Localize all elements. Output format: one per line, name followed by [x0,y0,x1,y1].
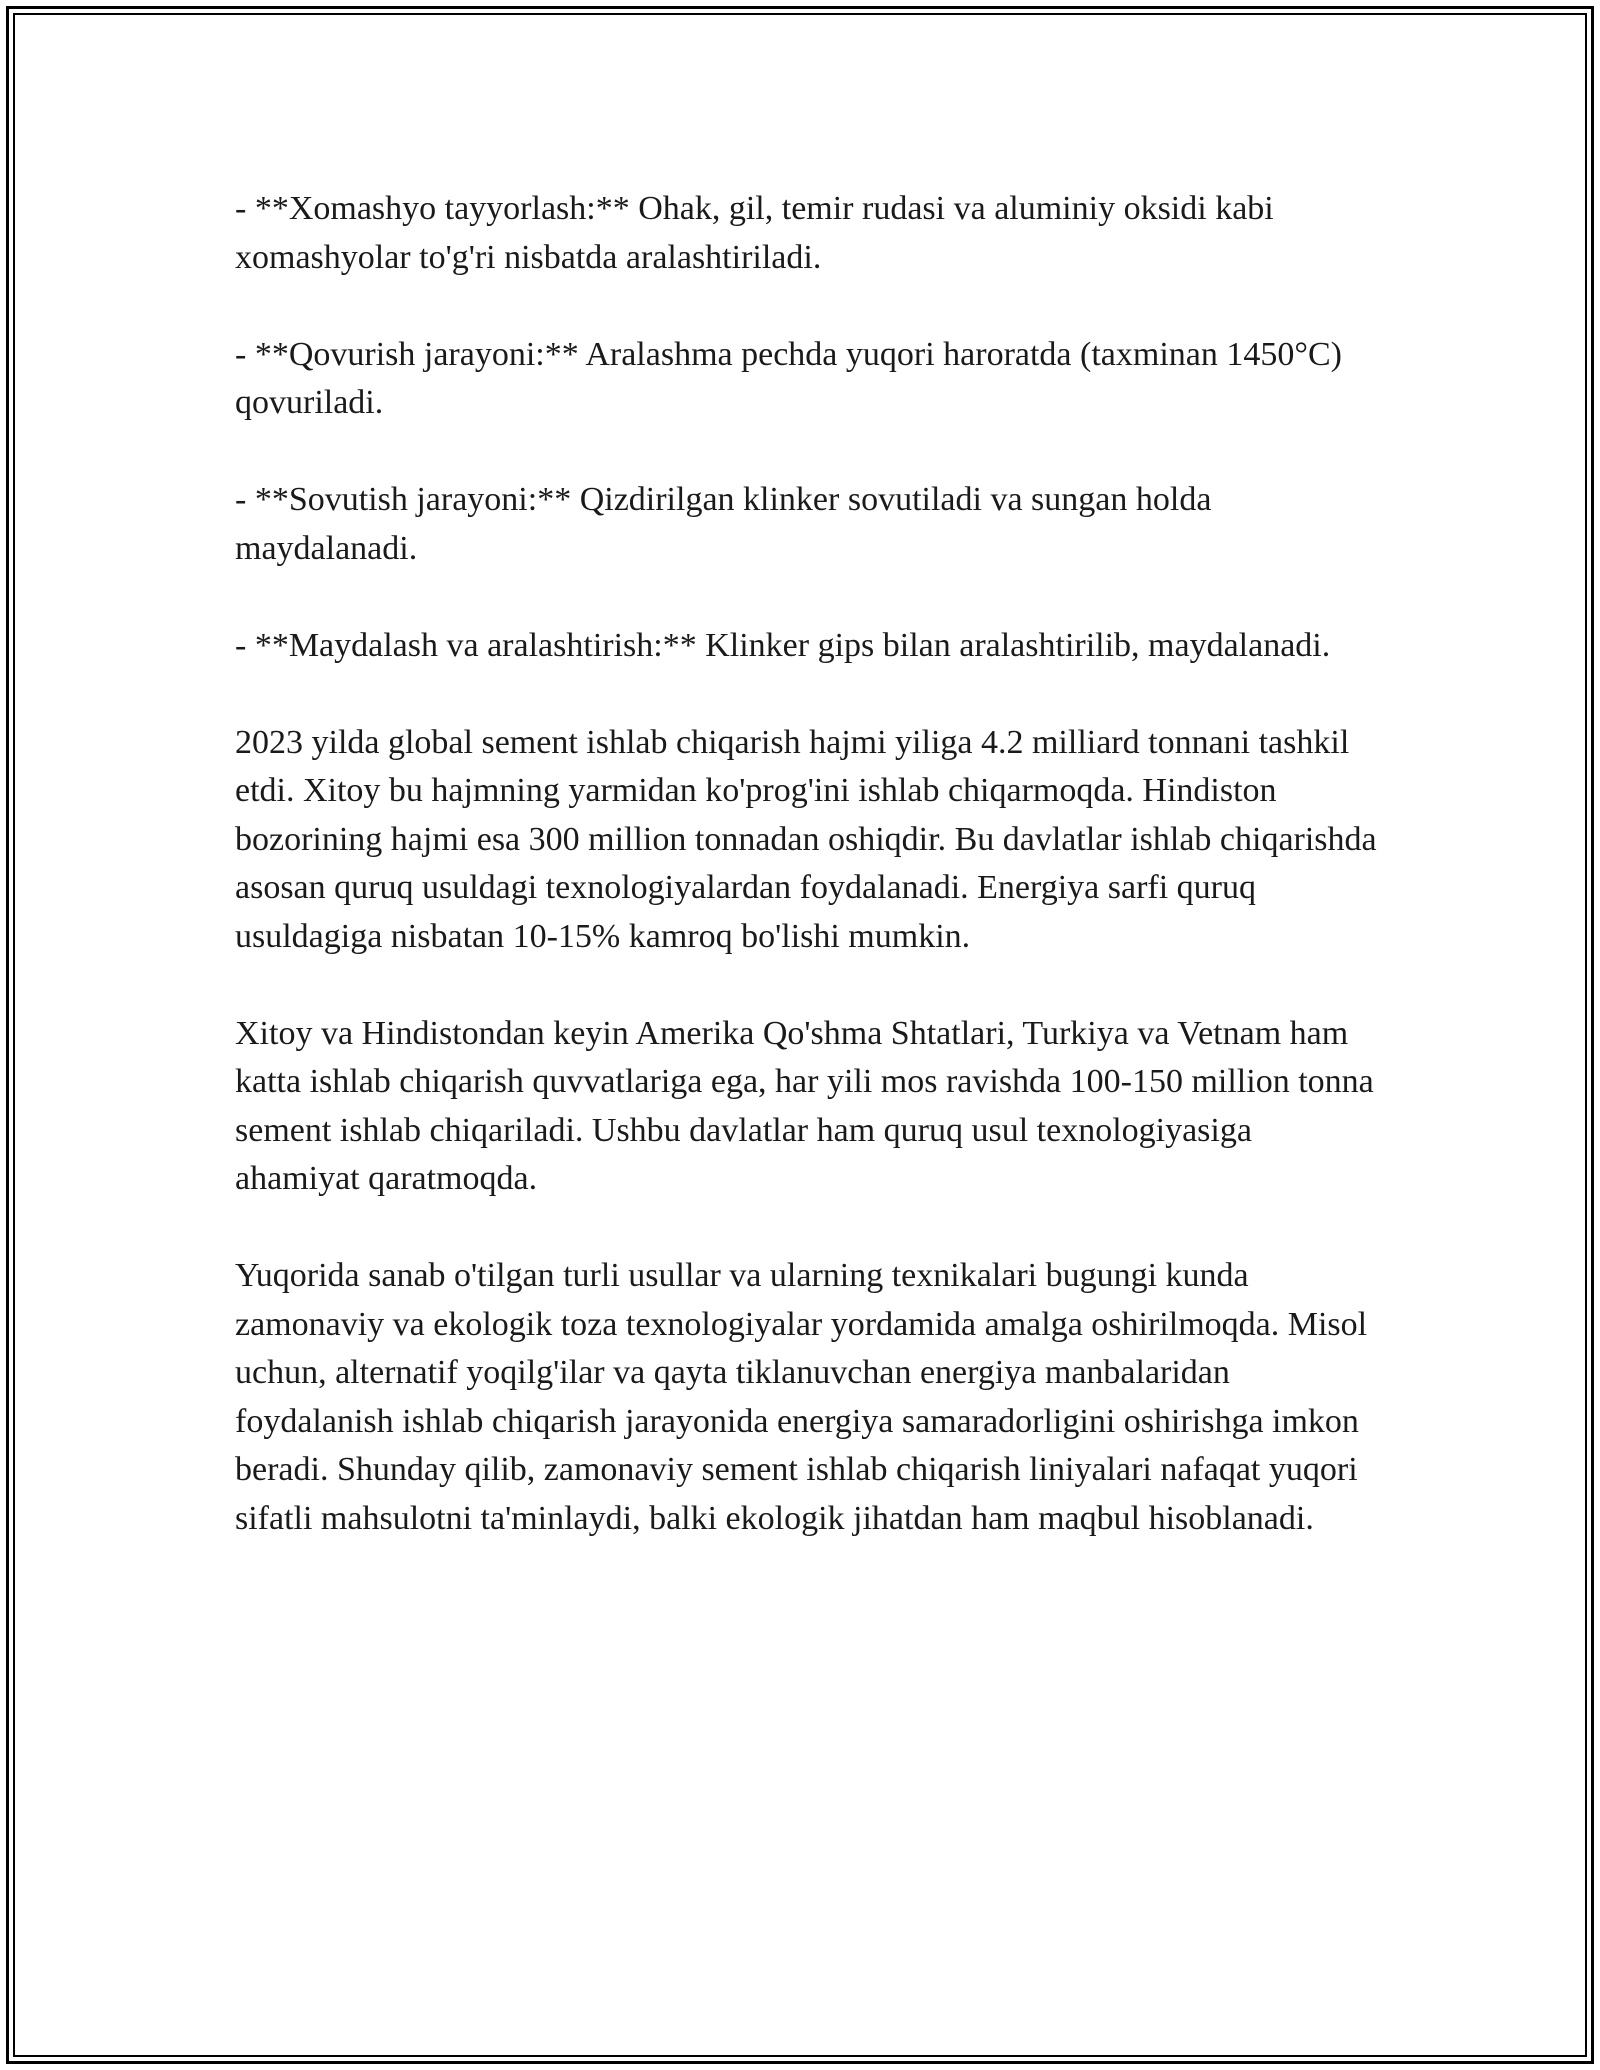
paragraph-global-production: 2023 yilda global sement ishlab chiqarish hajmi yiliga 4.2 milliard tonnani tashkil etdi. Xitoy bu hajmning yarmidan ko'prog'ini ishlab chiqarmoqda. Hindiston bozorining hajmi esa 300 million tonnadan oshiqdir. Bu davlatlar ishlab chiqarishda asosan quruq usuldagi texnologiyalardan foydalanadi. Energiya sarfi quruq usuldagiga nisbatan 10-15% kamroq bo'lishi mumkin. [235,723,1377,955]
list-item-cooling-process: - **Sovutish jarayoni:** Qizdirilgan klinker sovutiladi va sungan holda maydalanadi. [235,481,1212,567]
paragraph-modern-technologies: Yuqorida sanab o'tilgan turli usullar va ularning texnikalari bugungi kunda zamonaviy va ekologik toza texnologiyalar yordamida amalga oshirilmoqda. Misol uchun, alternatif yoqilg'ilar va qayta tiklanuvchan energiya manbalaridan foydalanish ishlab chiqarish jarayonida energiya samaradorligini oshirishga imkon beradi. Shunday qilib, zamonaviy sement ishlab chiqarish liniyalari nafaqat yuqori sifatli mahsulotni ta'minlaydi, balki ekologik jihatdan ham maqbul hisoblanadi. [235,1257,1368,1537]
list-item-roasting-process: - **Qovurish jarayoni:** Aralashma pechda yuqori haroratda (taxminan 1450°C) qovuriladi. [235,335,1342,421]
paragraph-other-producers: Xitoy va Hindistondan keyin Amerika Qo'shma Shtatlari, Turkiya va Vetnam ham katta ishlab chiqarish quvvatlariga ega, har yili mos ravishda 100-150 million tonna sement ishlab chiqariladi. Ushbu davlatlar ham quruq usul texnologiyasiga ahamiyat qaratmoqda. [235,1014,1374,1197]
document-body [235,185,1380,1543]
list-item-raw-material-preparation: - **Xomashyo tayyorlash:** Ohak, gil, temir rudasi va aluminiy oksidi kabi xomashyolar to'g'ri nisbatda aralashtiriladi. [235,190,1274,276]
list-item-grinding-and-mixing: - **Maydalash va aralashtirish:** Klinker gips bilan aralashtirilib, maydalanadi. [235,626,1331,664]
